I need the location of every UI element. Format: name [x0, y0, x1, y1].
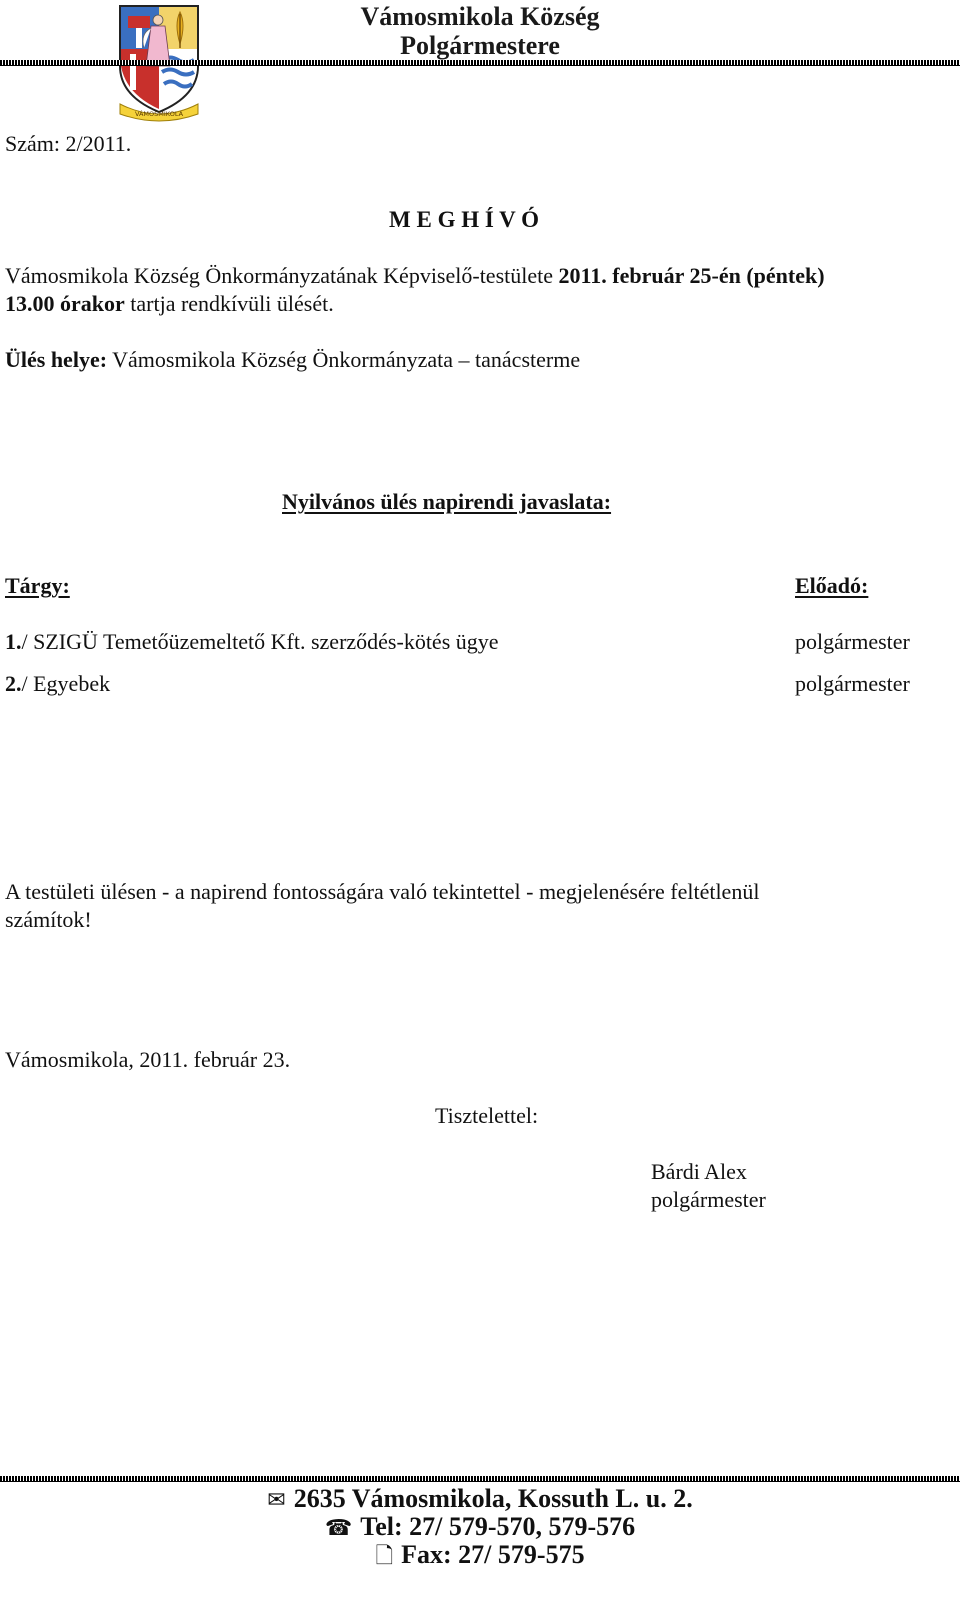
intro-line-1 [5, 262, 825, 290]
phone-text: Tel: 27/ 579-570, 579-576 [360, 1512, 636, 1541]
signer-name: Bárdi Alex [651, 1159, 747, 1184]
agenda-item-text: / SZIGÜ Temetőüzemeltető Kft. szerződés-kötés ügye [21, 629, 499, 654]
envelope-icon: ✉ [267, 1488, 286, 1513]
agenda-item [5, 628, 499, 656]
greeting: Tisztelettel: [435, 1103, 539, 1128]
agenda-item [5, 670, 110, 698]
signer-title: polgármester [651, 1187, 766, 1212]
agenda-item-presenter: polgármester [795, 671, 910, 696]
presenter-header: Előadó: [795, 573, 869, 598]
telephone-icon: ☎ [324, 1516, 353, 1541]
intro-part1: Vámosmikola Község Önkormányzatának Képviselő-testülete [5, 263, 559, 288]
letterhead-title [0, 2, 960, 60]
document-icon: 🗋 [375, 1544, 394, 1569]
footer-phone [0, 1512, 960, 1543]
agenda-item-text: / Egyebek [21, 671, 111, 696]
agenda-item-number: 2. [5, 671, 22, 696]
location-label: Ülés helye: [5, 347, 108, 372]
agenda-item-presenter: polgármester [795, 629, 910, 654]
closing-line-2: számítok! [5, 907, 92, 932]
subject-header: Tárgy: [5, 573, 70, 598]
fax-text: Fax: 27/ 579-575 [401, 1540, 585, 1569]
footer-fax [0, 1540, 960, 1571]
agenda-heading: Nyilvános ülés napirendi javaslata: [282, 489, 612, 514]
meeting-time: 13.00 órakor [5, 291, 125, 316]
place-date: Vámosmikola, 2011. február 23. [5, 1047, 291, 1072]
meeting-location [5, 346, 580, 374]
crest-ribbon-text: VÁMOSMIKOLA [134, 110, 184, 118]
meeting-date: 2011. február 25-én (péntek) [558, 263, 825, 288]
footer-address [0, 1484, 960, 1515]
closing-line-1: A testületi ülésen - a napirend fontosságára való tekintettel - megjelenésére feltétlenül [5, 879, 760, 904]
footer-divider [0, 1476, 960, 1481]
document-title: M E G H Í V Ó [389, 207, 539, 232]
location-value: Vámosmikola Község Önkormányzata – tanácsterme [107, 347, 581, 372]
agenda-item-number: 1. [5, 629, 22, 654]
intro-part2: tartja rendkívüli ülését. [124, 291, 334, 316]
municipality-name: Vámosmikola Község [360, 2, 600, 31]
header-divider [0, 60, 960, 65]
office-name: Polgármestere [400, 31, 560, 60]
document-number: Szám: 2/2011. [5, 131, 132, 156]
address-text: 2635 Vámosmikola, Kossuth L. u. 2. [293, 1484, 693, 1513]
intro-line-2 [5, 290, 334, 318]
